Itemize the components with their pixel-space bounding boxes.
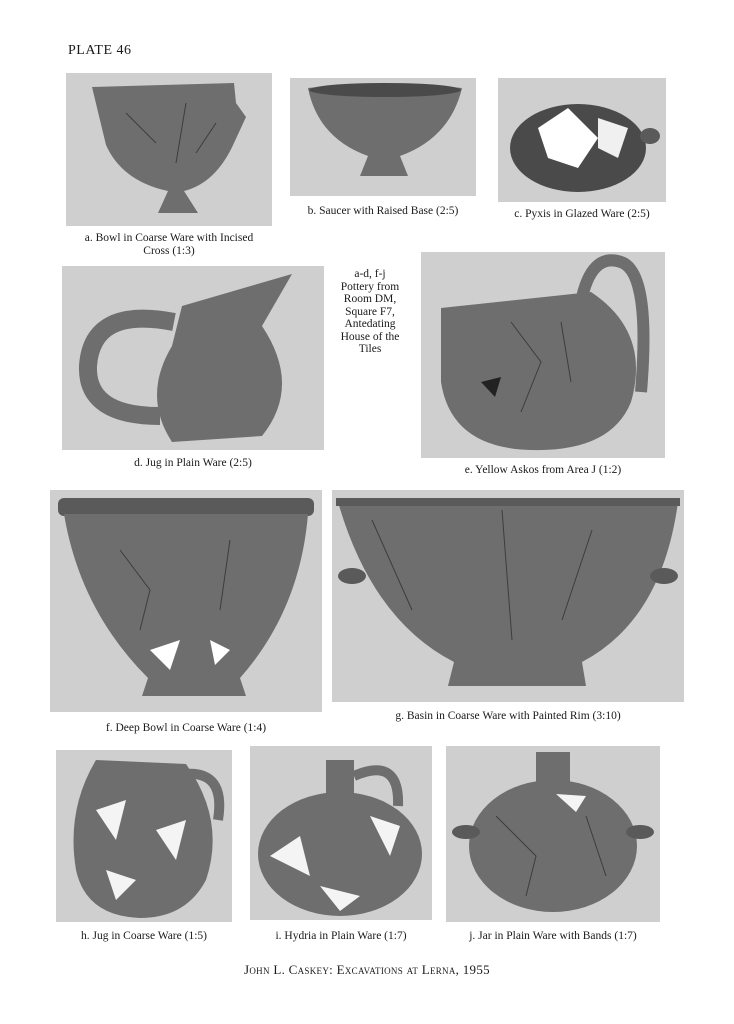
plate-number: PLATE 46 bbox=[68, 43, 132, 58]
caption-g: g. Basin in Coarse Ware with Painted Rim (3:10) bbox=[395, 710, 621, 722]
bowl-image bbox=[66, 73, 272, 226]
caption-d: d. Jug in Plain Ware (2:5) bbox=[134, 457, 252, 469]
caption-b: b. Saucer with Raised Base (2:5) bbox=[307, 205, 459, 217]
deep-bowl-image bbox=[50, 490, 322, 712]
askos-image bbox=[421, 252, 665, 458]
page-footer: John L. Caskey: Excavations at Lerna, 1955 bbox=[244, 962, 490, 977]
photo-f-deep-bowl bbox=[50, 490, 322, 712]
photo-i-hydria bbox=[250, 746, 432, 920]
jar-image bbox=[446, 746, 660, 922]
hydria-image bbox=[250, 746, 432, 920]
saucer-image bbox=[290, 78, 476, 196]
photo-g-basin bbox=[332, 490, 684, 702]
caption-e: e. Yellow Askos from Area J (1:2) bbox=[464, 464, 622, 476]
basin-image bbox=[332, 490, 684, 702]
photo-e-askos bbox=[421, 252, 665, 458]
jug-image bbox=[62, 266, 324, 450]
photo-a-bowl bbox=[66, 73, 272, 226]
pyxis-image bbox=[498, 78, 666, 202]
plate-note: a-d, f-j Pottery from Room DM, Square F7, Antedating House of the Tiles bbox=[340, 268, 400, 355]
caption-c: c. Pyxis in Glazed Ware (2:5) bbox=[514, 208, 650, 220]
coarse-jug-image bbox=[56, 750, 232, 922]
photo-b-saucer bbox=[290, 78, 476, 196]
photo-h-jug bbox=[56, 750, 232, 922]
caption-f: f. Deep Bowl in Coarse Ware (1:4) bbox=[105, 722, 267, 734]
photo-j-jar bbox=[446, 746, 660, 922]
caption-a: a. Bowl in Coarse Ware with Incised Cross (1:3) bbox=[84, 232, 254, 257]
photo-c-pyxis bbox=[498, 78, 666, 202]
caption-j: j. Jar in Plain Ware with Bands (1:7) bbox=[469, 930, 637, 942]
caption-h: h. Jug in Coarse Ware (1:5) bbox=[81, 930, 207, 942]
photo-d-jug bbox=[62, 266, 324, 450]
caption-i: i. Hydria in Plain Ware (1:7) bbox=[275, 930, 407, 942]
